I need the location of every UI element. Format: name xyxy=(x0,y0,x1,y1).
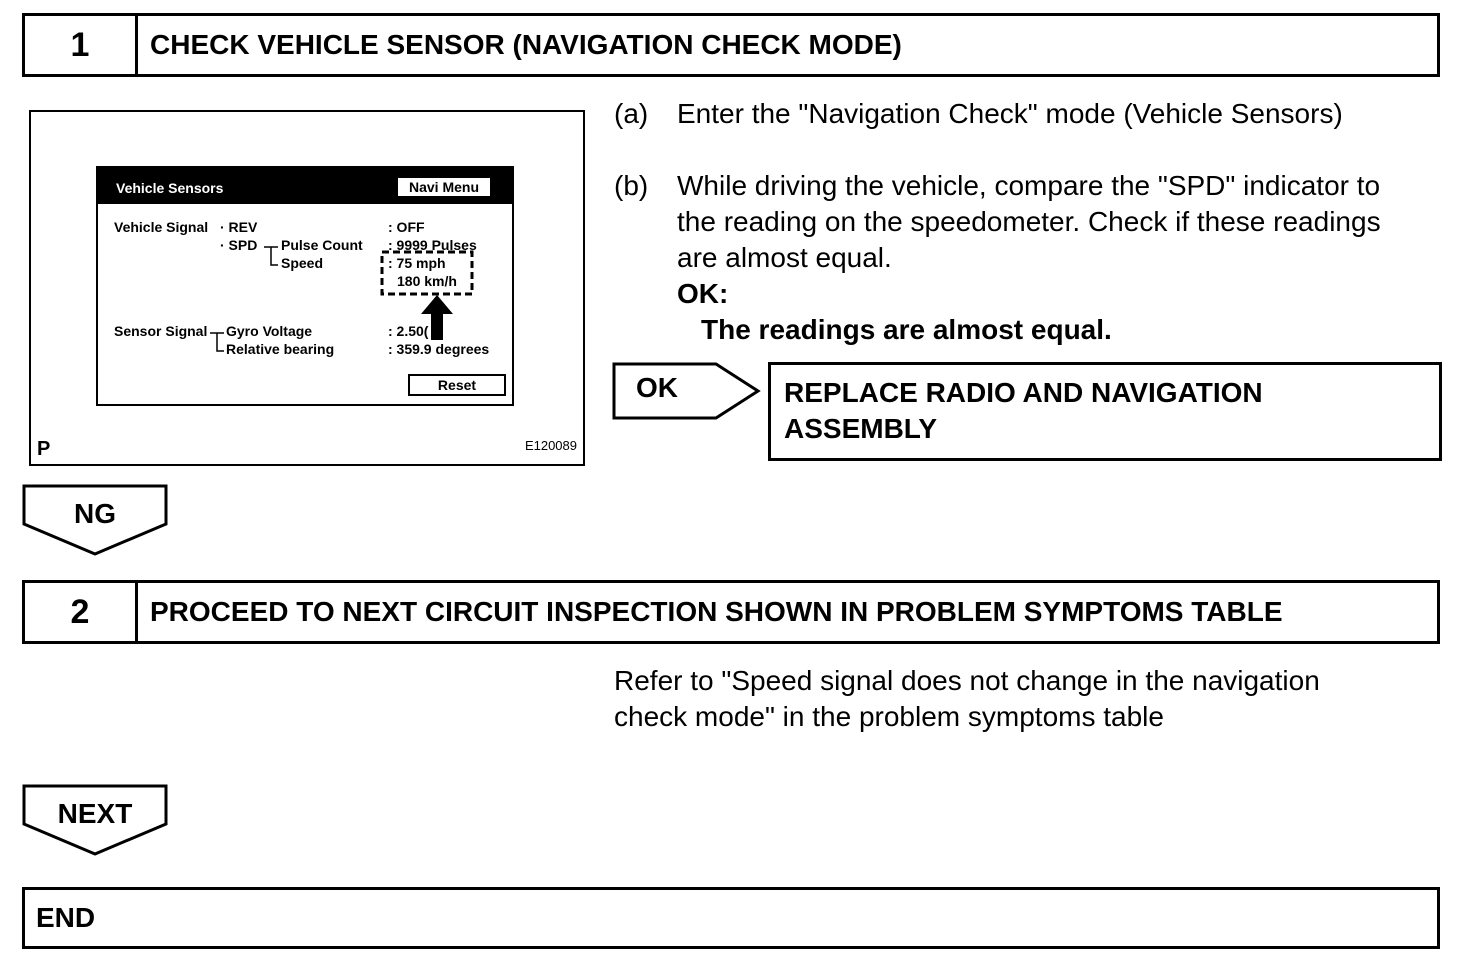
ok-action-line-2: ASSEMBLY xyxy=(784,413,938,444)
instruction-b-marker: (b) xyxy=(614,170,649,201)
ok-action-box xyxy=(768,362,1442,461)
step-2-header xyxy=(22,580,1440,644)
pulse-value: : 9999 Pulses xyxy=(388,237,477,253)
step-2-reference-line-2: check mode" in the problem symptoms table xyxy=(614,701,1164,732)
vehicle-signal-label: Vehicle Signal xyxy=(114,219,209,235)
screen-title: Vehicle Sensors xyxy=(116,180,224,196)
instruction-b-line-3: are almost equal. xyxy=(677,242,892,273)
ng-branch-label: NG xyxy=(74,498,116,529)
step-1-title: CHECK VEHICLE SENSOR (NAVIGATION CHECK MODE) xyxy=(150,29,902,60)
rev-label: · REV xyxy=(220,219,258,235)
gyro-voltage-value: : 2.50( xyxy=(388,323,429,339)
speed-label: Speed xyxy=(281,255,324,271)
ok-action-line-1: REPLACE RADIO AND NAVIGATION xyxy=(784,377,1263,408)
vehicle-sensors-screen xyxy=(96,166,514,406)
ok-branch-label: OK xyxy=(636,372,678,403)
rev-value: : OFF xyxy=(388,219,425,235)
sensor-signal-label: Sensor Signal xyxy=(114,323,208,339)
figure-id: E120089 xyxy=(524,438,577,453)
ok-criteria-text: The readings are almost equal. xyxy=(701,314,1112,345)
gyro-voltage-label: Gyro Voltage xyxy=(226,323,313,339)
next-branch-label: NEXT xyxy=(57,798,133,829)
navi-menu-button[interactable]: Navi Menu xyxy=(396,176,492,198)
speed-mph-value: : 75 mph xyxy=(388,255,446,271)
relative-bearing-value: : 359.9 degrees xyxy=(388,341,490,357)
reset-button[interactable]: Reset xyxy=(408,374,506,396)
relative-bearing-label: Relative bearing xyxy=(226,341,335,357)
step-2-reference-line-1: Refer to "Speed signal does not change in the navigation xyxy=(614,665,1320,696)
instruction-b-line-2: the reading on the speedometer. Check if these readings xyxy=(677,206,1381,237)
step-1-header xyxy=(22,13,1440,77)
step-1-number: 1 xyxy=(25,16,138,74)
speed-kmh-value: 180 km/h xyxy=(397,273,457,289)
instruction-a-marker: (a) xyxy=(614,98,649,129)
spd-label: · SPD xyxy=(220,237,258,253)
step-2-title: PROCEED TO NEXT CIRCUIT INSPECTION SHOWN IN PROBLEM SYMPTOMS TABLE xyxy=(150,596,1283,627)
ok-arrow-shape xyxy=(612,362,762,420)
step-2-number: 2 xyxy=(25,583,138,641)
end-box xyxy=(22,887,1440,949)
figure-corner-label: P xyxy=(37,438,51,460)
pulse-count-label: Pulse Count xyxy=(281,237,363,253)
screen-annotations xyxy=(98,168,516,408)
ok-criteria-label: OK: xyxy=(677,278,729,309)
instruction-b-line-1: While driving the vehicle, compare the "SPD" indicator to xyxy=(677,170,1381,201)
end-label: END xyxy=(36,902,96,933)
instruction-a-text: Enter the "Navigation Check" mode (Vehicle Sensors) xyxy=(677,98,1343,129)
